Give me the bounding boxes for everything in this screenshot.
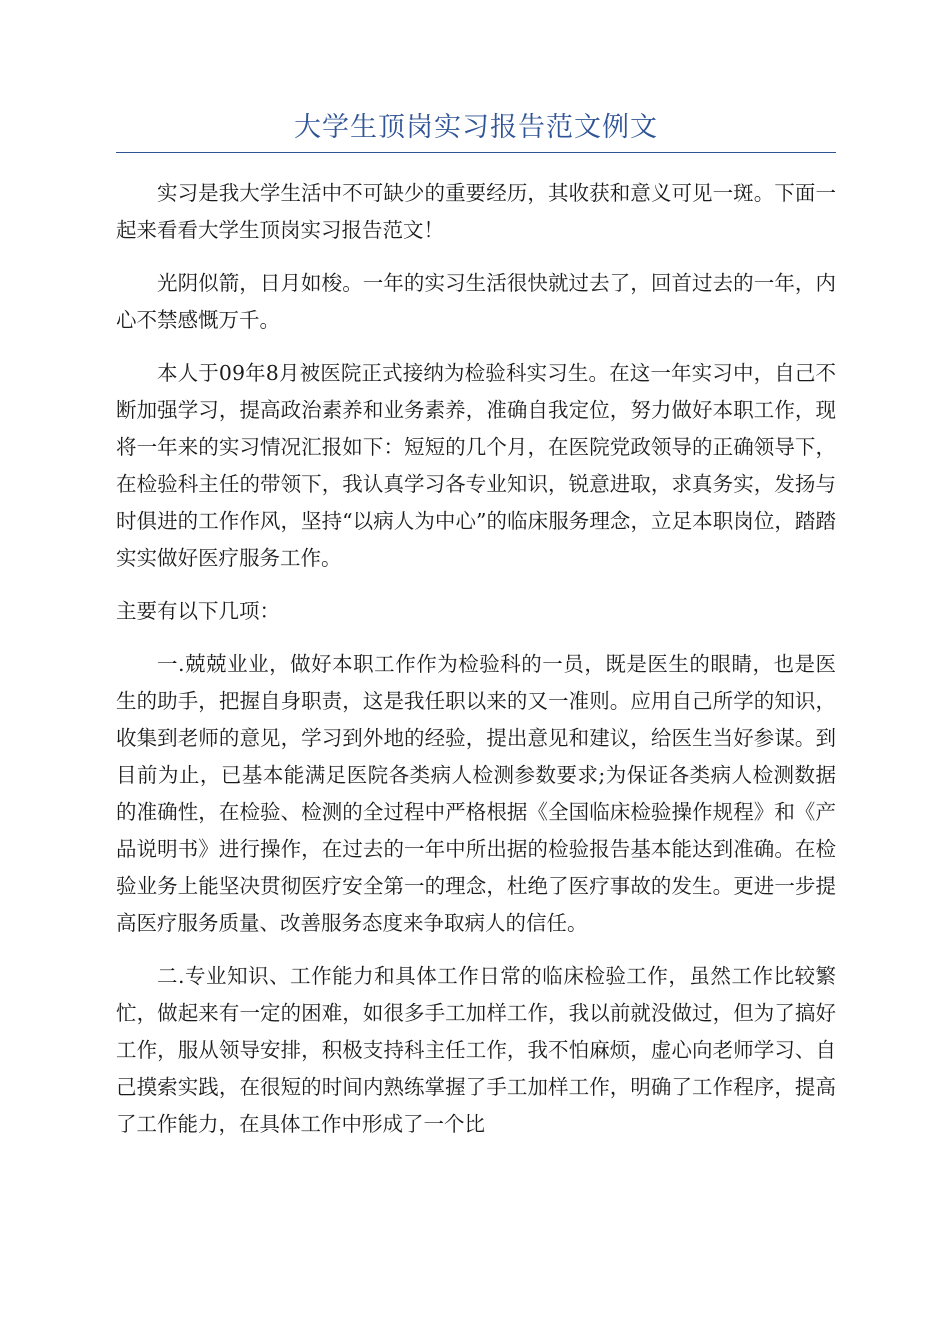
document-body [116,175,836,1143]
paragraph-time-flies: 光阴似箭，日月如梭。一年的实习生活很快就过去了，回首过去的一年，内心不禁感慨万千。 [116,271,836,332]
title-block [116,108,836,153]
paragraph-item-one: 一.兢兢业业，做好本职工作作为检验科的一员，既是医生的眼睛，也是医生的助手，把握自身职责，这是我任职以来的又一准则。应用自己所学的知识，收集到老师的意见，学习到外地的经验，提出意见和建议，给医生当好参谋。到目前为止，已基本能满足医院各类病人检测参数要求;为保证各类病人检测数据的准确性，在检验、检测的全过程中严格根据《全国临床检验操作规程》和《产品说明书》进行操作，在过去的一年中所出据的检验报告基本能达到准确。在检验业务上能坚决贯彻医疗安全第一的理念，杜绝了医疗事故的发生。更进一步提高医疗服务质量、改善服务态度来争取病人的信任。 [116,652,836,935]
paragraph-items-heading: 主要有以下几项： [116,599,280,623]
paragraph-intro: 实习是我大学生活中不可缺少的重要经历，其收获和意义可见一斑。下面一起来看看大学生顶岗实习报告范文！ [116,181,836,242]
paragraph-item-two: 二.专业知识、工作能力和具体工作日常的临床检验工作，虽然工作比较繁忙，做起来有一定的困难，如很多手工加样工作，我以前就没做过，但为了搞好工作，服从领导安排，积极支持科主任工作，我不怕麻烦，虚心向老师学习、自己摸索实践，在很短的时间内熟练掌握了手工加样工作，明确了工作程序，提高了工作能力，在具体工作中形成了一个比 [116,964,836,1136]
document-page [116,108,836,1159]
paragraph-self-summary: 本人于09年8月被医院正式接纳为检验科实习生。在这一年实习中，自己不断加强学习，提高政治素养和业务素养，准确自我定位，努力做好本职工作，现将一年来的实习情况汇报如下：短短的几个月，在医院党政领导的正确领导下，在检验科主任的带领下，我认真学习各专业知识，锐意进取，求真务实，发扬与时俱进的工作作风，坚持“以病人为中心”的临床服务理念，立足本职岗位，踏踏实实做好医疗服务工作。 [116,361,836,570]
document-title: 大学生顶岗实习报告范文例文 [294,112,658,143]
